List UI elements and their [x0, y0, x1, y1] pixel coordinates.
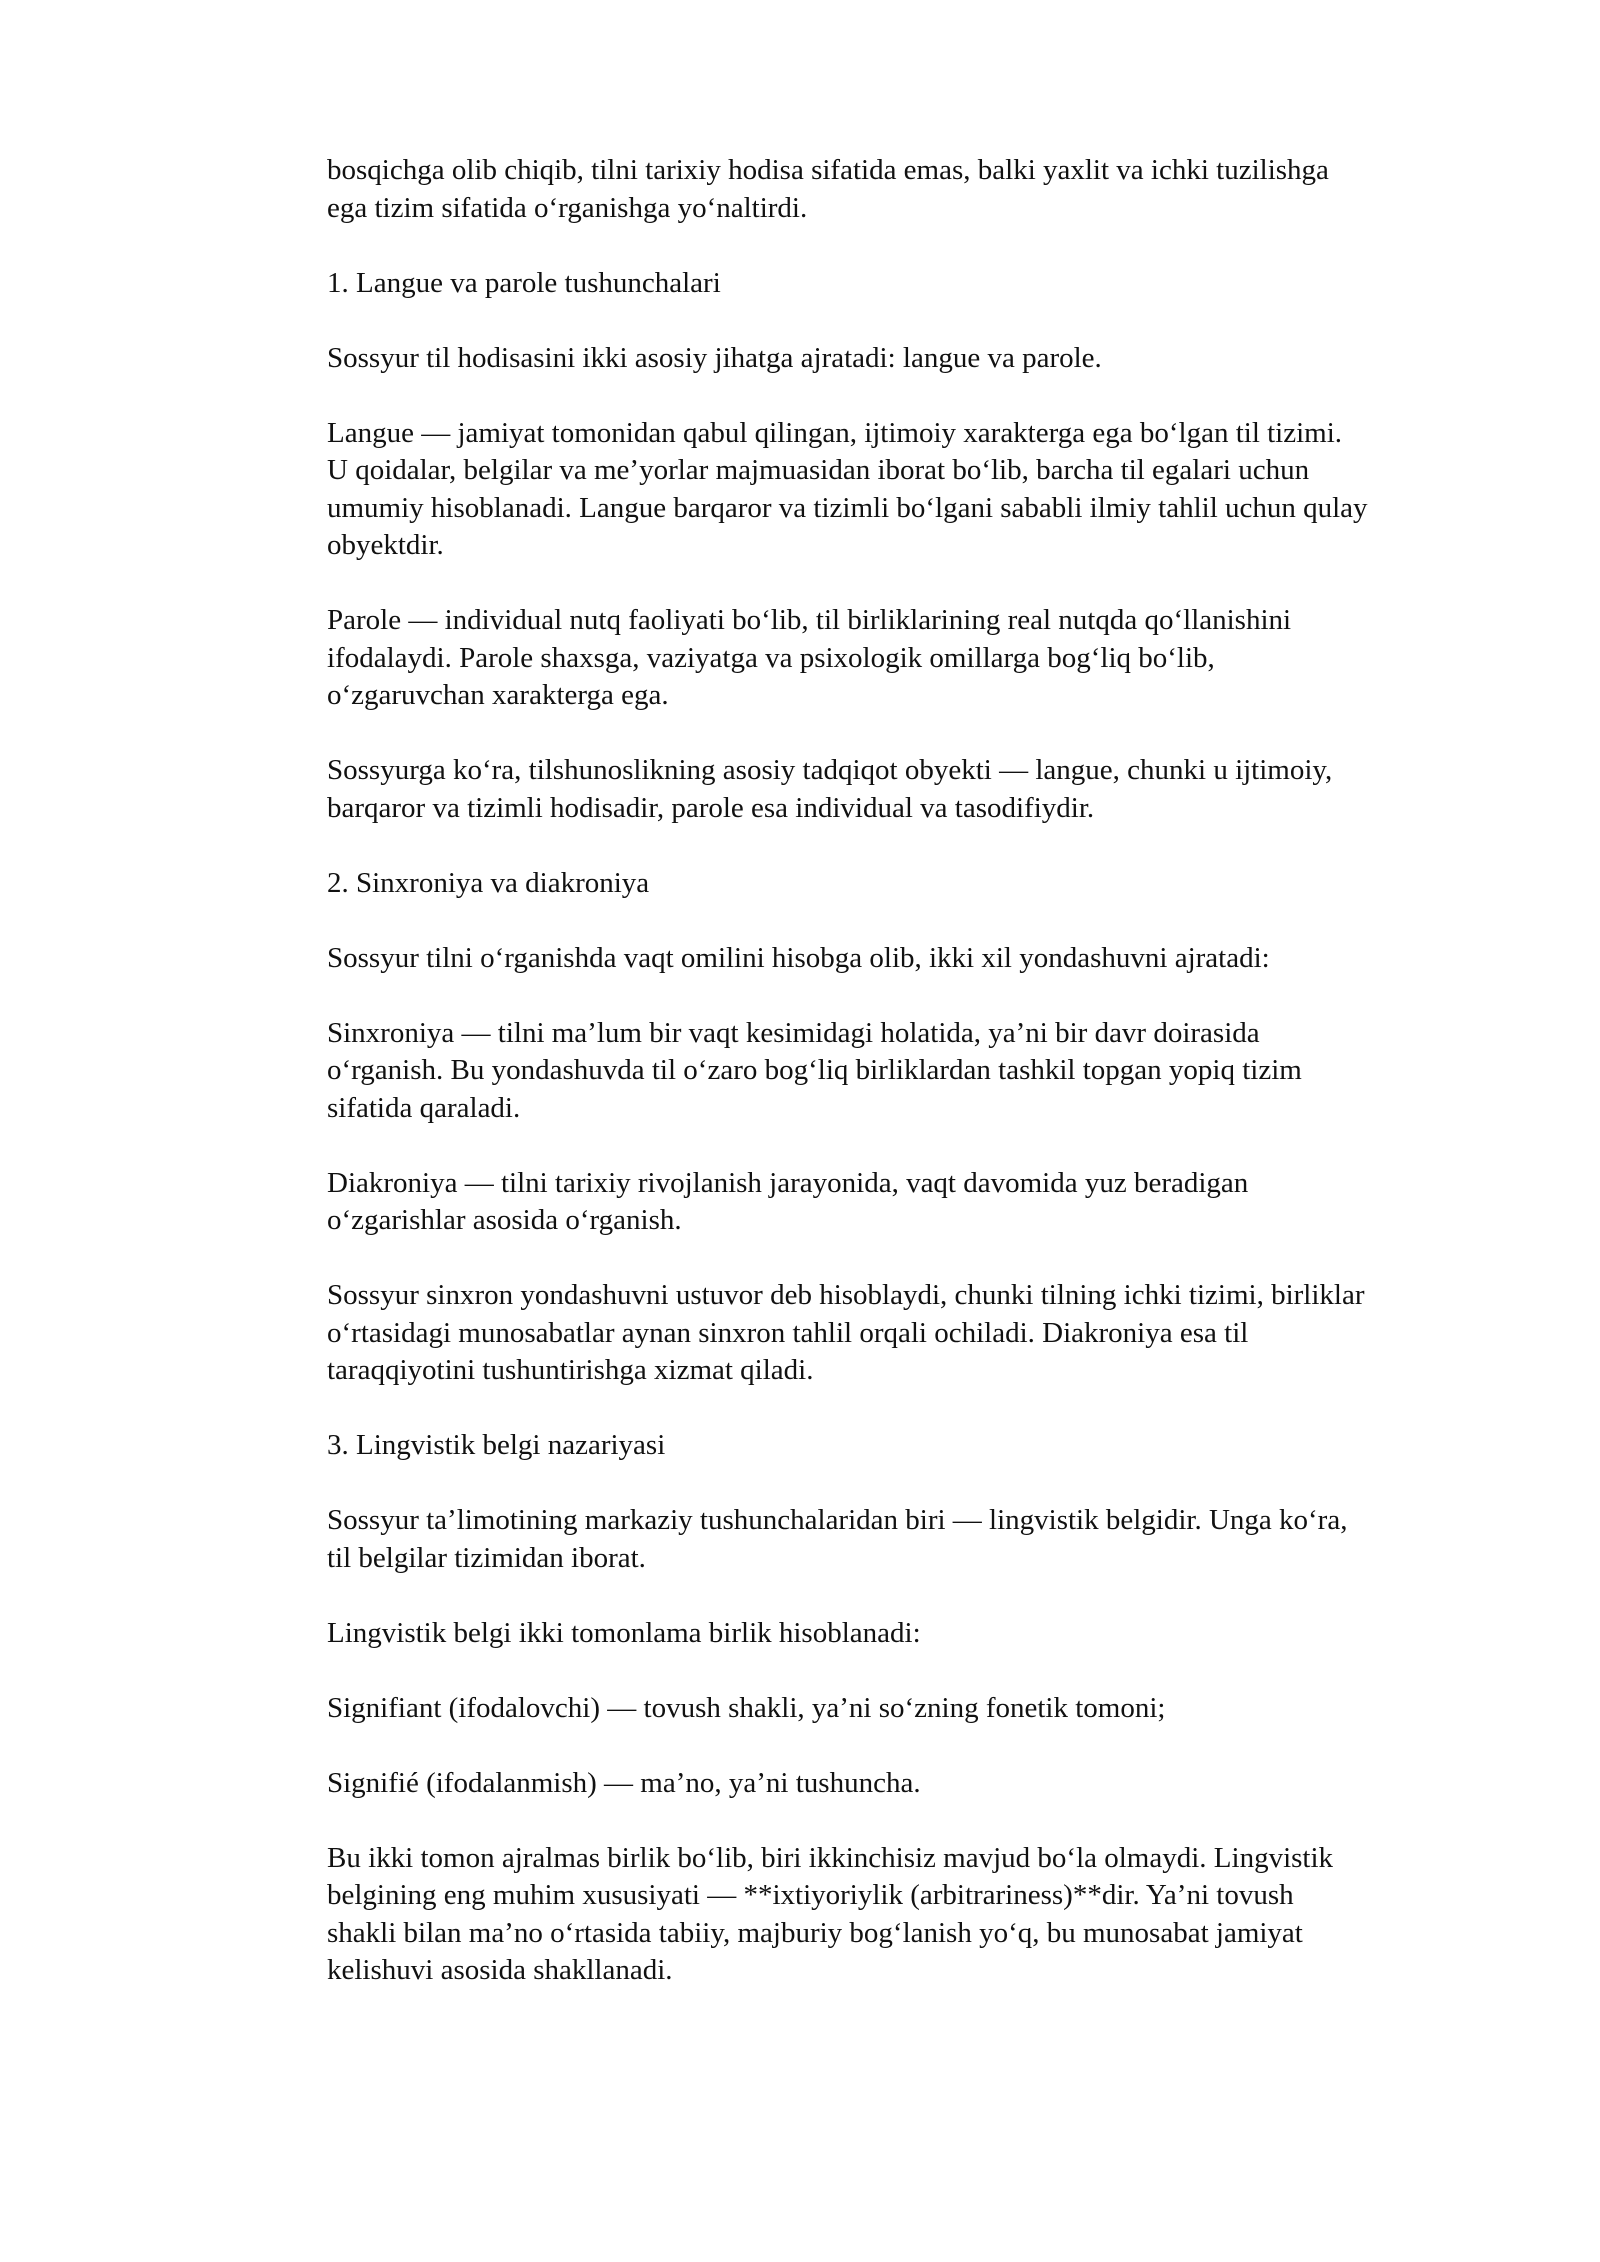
paragraph-11 — [327, 1277, 1507, 1390]
paragraph-14 — [327, 1615, 1507, 1653]
text-line: bosqichga olib chiqib, tilni tarixiy hodisa sifatida emas, balki yaxlit va ichki tuzilishga — [327, 154, 1329, 186]
section-heading-2 — [327, 865, 1507, 903]
text-line: ifodalaydi. Parole shaxsga, vaziyatga va psixologik omillarga bog‘liq bo‘lib, — [327, 641, 1215, 674]
text-line: Sossyurga ko‘ra, tilshunoslikning asosiy tadqiqot obyekti — langue, chunki u ijtimoiy, — [327, 754, 1333, 786]
text-line: Bu ikki tomon ajralmas birlik bo‘lib, biri ikkinchisiz mavjud bo‘la olmaydi. Lingvistik — [327, 1841, 1334, 1874]
text-line: o‘rtasidagi munosabatlar aynan sinxron tahlil orqali ochiladi. Diakroniya esa til — [327, 1316, 1249, 1349]
paragraph-16 — [327, 1765, 1507, 1803]
paragraph-9 — [327, 1015, 1507, 1128]
text-line: Signifiant (ifodalovchi) — tovush shakli, ya’ni so‘zning fonetik tomoni; — [327, 1691, 1166, 1724]
text-line: Sinxroniya — tilni ma’lum bir vaqt kesimidagi holatida, ya’ni bir davr doirasida — [327, 1016, 1260, 1049]
text-line: Sossyur tilni o‘rganishda vaqt omilini hisobga olib, ikki xil yondashuvni ajratadi: — [327, 941, 1270, 974]
text-line: 2. Sinxroniya va diakroniya — [327, 866, 650, 899]
text-line: 3. Lingvistik belgi nazariyasi — [327, 1429, 666, 1461]
text-line: o‘rganish. Bu yondashuvda til o‘zaro bog‘liq birliklardan tashkil topgan yopiq tizim — [327, 1054, 1302, 1086]
text-line: Parole — individual nutq faoliyati bo‘lib, til birliklarining real nutqda qo‘llanishini — [327, 604, 1292, 636]
text-line: kelishuvi asosida shakllanadi. — [327, 1954, 673, 1986]
text-line: 1. Langue va parole tushunchalari — [327, 266, 721, 299]
text-line: til belgilar tizimidan iborat. — [327, 1541, 646, 1574]
paragraph-5 — [327, 602, 1507, 715]
section-heading-1 — [327, 265, 1507, 303]
text-line: Diakroniya — tilni tarixiy rivojlanish jarayonida, vaqt davomida yuz beradigan — [327, 1166, 1249, 1199]
paragraph-3 — [327, 340, 1507, 378]
text-line: Sossyur ta’limotining markaziy tushunchalaridan biri — lingvistik belgidir. Unga ko‘ra, — [327, 1504, 1348, 1536]
text-line: ega tizim sifatida o‘rganishga yo‘naltirdi. — [327, 191, 808, 224]
paragraph-15 — [327, 1690, 1507, 1728]
text-line: sifatida qaraladi. — [327, 1091, 521, 1124]
paragraph-17 — [327, 1840, 1507, 1990]
paragraph-8 — [327, 940, 1507, 978]
text-line: Langue — jamiyat tomonidan qabul qilingan, ijtimoiy xarakterga ega bo‘lgan til tizimi. — [327, 416, 1343, 449]
text-line: obyektdir. — [327, 529, 444, 561]
text-line: barqaror va tizimli hodisadir, parole esa individual va tasodifiydir. — [327, 791, 1095, 824]
text-line: o‘zgaruvchan xarakterga ega. — [327, 679, 669, 711]
paragraph-1 — [327, 152, 1507, 227]
text-line: taraqqiyotini tushuntirishga xizmat qiladi. — [327, 1354, 814, 1386]
paragraph-13 — [327, 1502, 1507, 1577]
text-line: Lingvistik belgi ikki tomonlama birlik hisoblanadi: — [327, 1616, 921, 1649]
text-line: o‘zgarishlar asosida o‘rganish. — [327, 1204, 682, 1236]
paragraph-4 — [327, 415, 1507, 565]
text-line: Sossyur til hodisasini ikki asosiy jihatga ajratadi: langue va parole. — [327, 341, 1102, 374]
text-line: Sossyur sinxron yondashuvni ustuvor deb hisoblaydi, chunki tilning ichki tizimi, birliklar — [327, 1279, 1365, 1311]
text-line: U qoidalar, belgilar va me’yorlar majmuasidan iborat bo‘lib, barcha til egalari uchun — [327, 454, 1310, 486]
document-body — [327, 152, 1507, 2027]
text-line: umumiy hisoblanadi. Langue barqaror va tizimli bo‘lgani sababli ilmiy tahlil uchun qulay — [327, 491, 1368, 524]
text-line: shakli bilan ma’no o‘rtasida tabiiy, majburiy bog‘lanish yo‘q, bu munosabat jamiyat — [327, 1916, 1303, 1949]
paragraph-6 — [327, 752, 1507, 827]
text-line: belgining eng muhim xususiyati — **ixtiyoriylik (arbitrariness)**dir. Ya’ni tovush — [327, 1879, 1294, 1911]
section-heading-3 — [327, 1427, 1507, 1465]
text-line: Signifié (ifodalanmish) — ma’no, ya’ni tushuncha. — [327, 1766, 921, 1799]
paragraph-10 — [327, 1165, 1507, 1240]
